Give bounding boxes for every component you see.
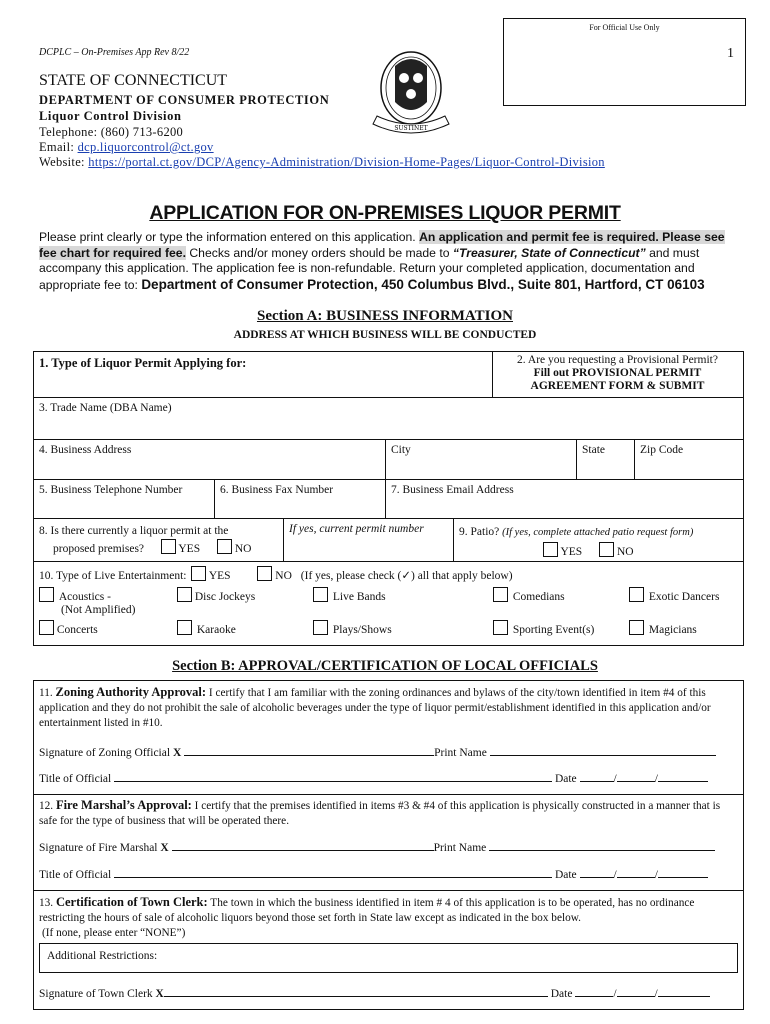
- business-address-field[interactable]: [34, 441, 384, 479]
- acoustics-option[interactable]: [39, 587, 135, 616]
- zoning-signature-field[interactable]: [184, 744, 434, 756]
- trade-name-label: 3. Trade Name (DBA Name): [39, 402, 172, 414]
- website-link[interactable]: https://portal.ct.gov/DCP/Agency-Administration/Division-Home-Pages/Liquor-Control-Division: [88, 155, 605, 169]
- none-instruction: (If none, please enter “NONE”): [42, 927, 186, 939]
- fire-marshal-title-line: Title of Official Date / /: [39, 866, 734, 881]
- concerts-checkbox[interactable]: [39, 620, 54, 635]
- business-email-label: 7. Business Email Address: [391, 484, 514, 496]
- zoning-title-field[interactable]: [114, 770, 552, 782]
- state-seal-icon: [367, 44, 455, 140]
- exotic-dancers-label: Exotic Dancers: [648, 591, 720, 603]
- zoning-date-month[interactable]: [580, 770, 614, 782]
- sporting-events-label: Sporting Event(s): [512, 624, 595, 636]
- print-name-label: Print Name: [433, 842, 487, 854]
- entertainment-note: (If yes, please check (✓) all that apply below): [300, 570, 513, 582]
- town-clerk-certification-text: [39, 895, 737, 941]
- comedians-option[interactable]: [493, 587, 565, 603]
- magicians-label: Magicians: [648, 624, 697, 636]
- department-name: DEPARTMENT OF CONSUMER PROTECTION: [39, 93, 330, 107]
- concerts-option[interactable]: [39, 620, 98, 636]
- acoustics-label: Acoustics -: [58, 591, 111, 603]
- live-entertainment-label: 10. Type of Live Entertainment:: [39, 570, 187, 582]
- website-label: Website:: [39, 155, 89, 169]
- intro-text-2: Checks and/or money orders should be made to: [185, 245, 453, 260]
- live-entertainment-question: [34, 563, 742, 583]
- provisional-instruction-1: Fill out PROVISIONAL PERMIT: [533, 367, 702, 379]
- fire-marshal-date-year[interactable]: [658, 866, 708, 878]
- state-field[interactable]: [577, 441, 634, 479]
- karaoke-option[interactable]: [177, 620, 236, 636]
- comedians-label: Comedians: [512, 591, 565, 603]
- provisional-permit-label: 2. Are you requesting a Provisional Permit?: [517, 354, 718, 366]
- plays-shows-checkbox[interactable]: [313, 620, 328, 635]
- fire-marshal-heading: Fire Marshal’s Approval:: [55, 798, 192, 812]
- existing-permit-label: 8. Is there currently a liquor permit at the: [39, 525, 229, 537]
- zoning-approval-text: [39, 685, 737, 731]
- zoning-approval-body: I certify that I am familiar with the zoning ordinances and bylaws of the city/town identified in item #4 of this application and they do not prohibit the sale of alcoholic beverages under the type of liquor permit/establishment identified in this application and/or entertainment listed in #10.: [39, 687, 711, 729]
- city-field[interactable]: [386, 441, 576, 479]
- division-name: Liquor Control Division: [39, 109, 182, 123]
- existing-permit-yes-checkbox[interactable]: [161, 539, 176, 554]
- business-email-field[interactable]: [386, 481, 742, 518]
- patio-label: 9. Patio?: [459, 526, 503, 538]
- permit-type-label: 1. Type of Liquor Permit Applying for:: [39, 356, 247, 370]
- zoning-date-day[interactable]: [617, 770, 655, 782]
- magicians-checkbox[interactable]: [629, 620, 644, 635]
- patio-question: [454, 520, 742, 561]
- mailing-address: Department of Consumer Protection, 450 Columbus Blvd., Suite 801, Hartford, CT 06103: [141, 276, 705, 292]
- state-name: STATE OF CONNECTICUT: [39, 72, 228, 89]
- business-phone-field[interactable]: [34, 481, 214, 518]
- disc-jockeys-option[interactable]: [177, 587, 255, 603]
- section-a-subtitle: ADDRESS AT WHICH BUSINESS WILL BE CONDUCTED: [233, 329, 537, 341]
- yes-label: YES: [208, 570, 231, 582]
- exotic-dancers-option[interactable]: [629, 587, 719, 603]
- fire-marshal-title-field[interactable]: [114, 866, 552, 878]
- telephone: Telephone: (860) 713-6200: [39, 125, 184, 139]
- live-bands-checkbox[interactable]: [313, 587, 328, 602]
- current-permit-number-label: If yes, current permit number: [289, 523, 424, 535]
- svg-text:SUSTINET: SUSTINET: [394, 125, 428, 132]
- fire-marshal-body: I certify that the premises identified in items #3 & #4 of this application is physically constructed in a manner that is safe for the type of business that will be operated there.: [39, 800, 721, 827]
- town-clerk-date-month[interactable]: [575, 985, 613, 997]
- row-divider: [33, 397, 743, 398]
- karaoke-label: Karaoke: [196, 624, 236, 636]
- yes-label: YES: [178, 543, 201, 555]
- magicians-option[interactable]: [629, 620, 697, 636]
- karaoke-checkbox[interactable]: [177, 620, 192, 635]
- zoning-approval-heading: Zoning Authority Approval:: [55, 685, 207, 699]
- email-line: [39, 140, 214, 155]
- form-revision: DCPLC – On-Premises App Rev 8/22: [39, 47, 190, 58]
- plays-shows-label: Plays/Shows: [332, 624, 392, 636]
- sporting-events-option[interactable]: [493, 620, 594, 636]
- page-number: 1: [727, 46, 734, 61]
- row-divider: [33, 561, 743, 562]
- business-phone-label: 5. Business Telephone Number: [39, 484, 183, 496]
- x-mark: X: [172, 747, 182, 759]
- print-name-label: Print Name: [434, 747, 487, 759]
- sporting-events-checkbox[interactable]: [493, 620, 508, 635]
- town-clerk-signature-line: Signature of Town Clerk X Date / /: [39, 985, 734, 1000]
- yes-label: YES: [560, 546, 583, 558]
- zip-code-label: Zip Code: [640, 444, 684, 456]
- no-label: NO: [234, 543, 252, 555]
- town-clerk-signature-label: Signature of Town Clerk: [39, 988, 156, 1000]
- item-number: 12.: [39, 800, 56, 812]
- existing-permit-options: [39, 539, 278, 557]
- email-label: Email:: [39, 140, 78, 154]
- trade-name-field[interactable]: [34, 399, 742, 439]
- zip-code-field[interactable]: [635, 441, 742, 479]
- town-clerk-signature-field[interactable]: [164, 985, 548, 997]
- state-seal: [367, 44, 455, 140]
- official-use-box: [503, 18, 746, 106]
- item-number: 11.: [39, 687, 56, 699]
- fee-required-notice: An application and permit fee is required. Please see fee chart for required fee.: [39, 230, 725, 260]
- town-clerk-body: The town in which the business identified in item # 4 of this application is to be operated, has no ordinance restricting the hours of sale of alcoholic liquors beyond those set forth in State law except as indicated in the box below.: [39, 897, 695, 924]
- zoning-signature-line: [39, 744, 734, 759]
- patio-note: (If yes, complete attached patio request form): [502, 527, 694, 538]
- existing-permit-question: [34, 520, 283, 561]
- proposed-premises-label: proposed premises?: [53, 543, 145, 555]
- row-divider: [33, 518, 743, 519]
- disc-jockeys-label: Disc Jockeys: [194, 591, 256, 603]
- official-use-label: For Official Use Only: [589, 23, 660, 32]
- acoustics-checkbox[interactable]: [39, 587, 54, 602]
- email-link[interactable]: dcp.liquorcontrol@ct.gov: [77, 140, 214, 154]
- comedians-checkbox[interactable]: [493, 587, 508, 602]
- concerts-label: Concerts: [56, 624, 98, 636]
- plays-shows-option[interactable]: [313, 620, 392, 636]
- current-permit-number-field[interactable]: [284, 520, 453, 561]
- no-label: NO: [616, 546, 634, 558]
- item-number: 13.: [39, 897, 56, 909]
- city-label: City: [391, 444, 411, 456]
- additional-restrictions-box[interactable]: [39, 943, 738, 973]
- date-label: Date: [550, 988, 573, 1000]
- fire-marshal-signature-label: Signature of Fire Marshal: [39, 842, 161, 854]
- intro-text-3: and must accompany this application. The application fee is non-refundable. Return your completed application, documentation and appropriate fee to:: [39, 245, 700, 292]
- not-amplified-label: (Not Amplified): [61, 604, 136, 616]
- live-bands-label: Live Bands: [332, 591, 386, 603]
- business-fax-field[interactable]: [215, 481, 385, 518]
- x-mark: X: [155, 988, 164, 1000]
- permit-type-field[interactable]: [34, 353, 491, 397]
- fire-marshal-approval-text: [39, 798, 737, 829]
- title-of-official-label: Title of Official: [39, 773, 112, 785]
- row-divider: [33, 439, 743, 440]
- patio-yes-checkbox[interactable]: [543, 542, 558, 557]
- additional-restrictions-label: Additional Restrictions:: [47, 950, 158, 962]
- zoning-date-year[interactable]: [658, 770, 708, 782]
- live-bands-option[interactable]: [313, 587, 386, 603]
- business-fax-label: 6. Business Fax Number: [220, 484, 334, 496]
- entertainment-no-checkbox[interactable]: [257, 566, 272, 581]
- title-of-official-label: Title of Official: [39, 869, 112, 881]
- state-label: State: [582, 444, 605, 456]
- existing-permit-no-checkbox[interactable]: [217, 539, 232, 554]
- patio-options: [459, 542, 737, 561]
- no-label: NO: [275, 570, 292, 582]
- row-divider: [33, 479, 743, 480]
- section-b-title: Section B: APPROVAL/CERTIFICATION OF LOCAL OFFICIALS: [172, 658, 598, 674]
- date-label: Date: [554, 773, 577, 785]
- fire-marshal-date-month[interactable]: [580, 866, 614, 878]
- intro-text-1: Please print clearly or type the information entered on this application.: [39, 230, 420, 244]
- row-divider: [33, 890, 743, 891]
- payee: “Treasurer, State of Connecticut”: [452, 245, 646, 260]
- patio-no-checkbox[interactable]: [599, 542, 614, 557]
- zoning-print-name-field[interactable]: [490, 744, 716, 756]
- disc-jockeys-checkbox[interactable]: [177, 587, 192, 602]
- town-clerk-date-year[interactable]: [658, 985, 710, 997]
- town-clerk-date-day[interactable]: [617, 985, 655, 997]
- fire-marshal-signature-line: [39, 839, 734, 854]
- date-label: Date: [554, 869, 577, 881]
- zoning-signature-label: Signature of Zoning Official: [39, 747, 173, 759]
- zoning-title-line: Title of Official Date / /: [39, 770, 734, 785]
- business-address-label: 4. Business Address: [39, 444, 132, 456]
- x-mark: X: [160, 842, 169, 854]
- provisional-instruction-2: AGREEMENT FORM & SUBMIT: [530, 380, 705, 392]
- row-divider: [33, 794, 743, 795]
- page-title: APPLICATION FOR ON-PREMISES LIQUOR PERMIT: [149, 202, 621, 224]
- provisional-permit-question: [493, 352, 742, 397]
- fire-marshal-signature-field[interactable]: [172, 839, 434, 851]
- fire-marshal-date-day[interactable]: [617, 866, 655, 878]
- entertainment-yes-checkbox[interactable]: [191, 566, 206, 581]
- section-a-title: Section A: BUSINESS INFORMATION: [256, 308, 513, 324]
- exotic-dancers-checkbox[interactable]: [629, 587, 644, 602]
- website-line: [39, 155, 605, 170]
- fire-marshal-print-name-field[interactable]: [489, 839, 715, 851]
- town-clerk-heading: Certification of Town Clerk:: [55, 895, 208, 909]
- intro-paragraph: [39, 230, 731, 293]
